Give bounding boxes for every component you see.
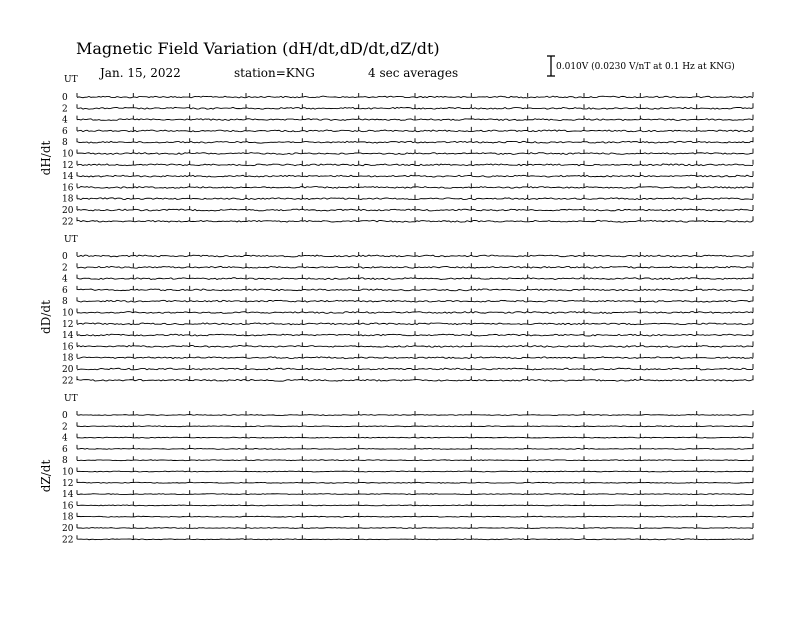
row-label-dzdt-18: 18 — [62, 512, 74, 523]
trace-dzdt-ut20 — [77, 523, 753, 528]
station-label: station=KNG — [234, 66, 315, 80]
row-label-dhdt-14: 14 — [62, 172, 74, 183]
row-label-dddt-14: 14 — [62, 331, 74, 342]
row-label-dhdt-8: 8 — [62, 138, 68, 149]
trace-dddt-ut6 — [77, 285, 753, 291]
row-label-dzdt-14: 14 — [62, 490, 74, 501]
ut-label-dddt: UT — [64, 235, 78, 245]
trace-dzdt-ut4 — [77, 433, 753, 438]
trace-dhdt-ut6 — [77, 126, 753, 132]
ut-label-dzdt: UT — [64, 394, 78, 404]
row-label-dddt-2: 2 — [62, 263, 68, 274]
panel-label-dzdt: dZ/dt — [39, 459, 53, 493]
row-label-dzdt-20: 20 — [62, 524, 74, 534]
panel-label-dhdt: dH/dt — [39, 140, 53, 176]
trace-dddt-ut20 — [77, 364, 753, 370]
trace-dhdt-ut4 — [77, 115, 753, 121]
trace-dzdt-ut14 — [77, 489, 753, 494]
trace-dddt-ut18 — [77, 353, 753, 359]
row-label-dzdt-2: 2 — [62, 422, 68, 433]
ut-label-dhdt: UT — [64, 75, 78, 85]
trace-dzdt-ut2 — [77, 421, 753, 426]
row-label-dddt-10: 10 — [62, 308, 74, 319]
scale-bar — [547, 56, 555, 76]
averaging-label: 4 sec averages — [368, 66, 459, 80]
trace-dzdt-ut12 — [77, 478, 753, 483]
row-label-dzdt-12: 12 — [62, 478, 74, 489]
row-label-dzdt-16: 16 — [62, 501, 74, 512]
trace-dzdt-ut18 — [77, 512, 753, 517]
row-label-dhdt-20: 20 — [62, 206, 74, 216]
row-label-dhdt-0: 0 — [62, 93, 68, 103]
trace-dhdt-ut14 — [77, 171, 753, 177]
row-label-dzdt-8: 8 — [62, 456, 68, 467]
row-label-dhdt-2: 2 — [62, 104, 68, 115]
trace-dddt-ut16 — [77, 341, 753, 347]
trace-dhdt-ut0 — [77, 92, 753, 98]
trace-dhdt-ut16 — [77, 182, 753, 188]
row-label-dhdt-10: 10 — [62, 149, 74, 160]
trace-dzdt-ut16 — [77, 500, 753, 505]
trace-dddt-ut8 — [77, 296, 753, 302]
trace-dhdt-ut10 — [77, 149, 753, 155]
row-label-dhdt-18: 18 — [62, 194, 74, 205]
trace-dhdt-ut2 — [77, 103, 753, 109]
trace-dddt-ut10 — [77, 308, 753, 314]
row-label-dddt-22: 22 — [62, 376, 74, 387]
trace-dhdt-ut12 — [77, 160, 753, 166]
trace-dddt-ut0 — [77, 251, 753, 257]
row-label-dddt-16: 16 — [62, 342, 74, 353]
row-label-dzdt-4: 4 — [62, 433, 68, 444]
trace-dddt-ut22 — [77, 375, 753, 381]
row-label-dddt-6: 6 — [62, 285, 68, 296]
trace-dzdt-ut22 — [77, 534, 753, 539]
row-label-dzdt-6: 6 — [62, 444, 68, 455]
trace-dhdt-ut18 — [77, 194, 753, 200]
row-label-dhdt-22: 22 — [62, 217, 74, 228]
trace-dddt-ut2 — [77, 262, 753, 268]
row-label-dddt-12: 12 — [62, 319, 74, 330]
trace-dzdt-ut8 — [77, 455, 753, 460]
row-label-dddt-8: 8 — [62, 297, 68, 308]
row-label-dhdt-6: 6 — [62, 126, 68, 137]
row-label-dhdt-4: 4 — [62, 115, 68, 126]
chart-title: Magnetic Field Variation (dH/dt,dD/dt,dZ/dt) — [76, 39, 440, 58]
trace-dhdt-ut22 — [77, 216, 753, 222]
trace-dhdt-ut8 — [77, 137, 753, 143]
trace-dzdt-ut0 — [77, 410, 753, 415]
row-label-dzdt-10: 10 — [62, 467, 74, 478]
row-label-dddt-18: 18 — [62, 353, 74, 364]
trace-dzdt-ut10 — [77, 467, 753, 472]
trace-dddt-ut4 — [77, 274, 753, 280]
trace-dhdt-ut20 — [77, 205, 753, 211]
date-label: Jan. 15, 2022 — [100, 66, 181, 80]
row-label-dzdt-22: 22 — [62, 535, 74, 546]
trace-dzdt-ut6 — [77, 444, 753, 449]
row-label-dddt-0: 0 — [62, 252, 68, 262]
row-label-dddt-20: 20 — [62, 365, 74, 375]
panels-group — [39, 75, 753, 545]
row-label-dddt-4: 4 — [62, 274, 68, 285]
trace-dddt-ut14 — [77, 330, 753, 336]
row-label-dhdt-12: 12 — [62, 160, 74, 171]
scale-label: 0.010V (0.0230 V/nT at 0.1 Hz at KNG) — [556, 62, 735, 72]
row-label-dzdt-0: 0 — [62, 411, 68, 421]
row-label-dhdt-16: 16 — [62, 183, 74, 194]
trace-dddt-ut12 — [77, 319, 753, 325]
panel-label-dddt: dD/dt — [39, 300, 53, 334]
